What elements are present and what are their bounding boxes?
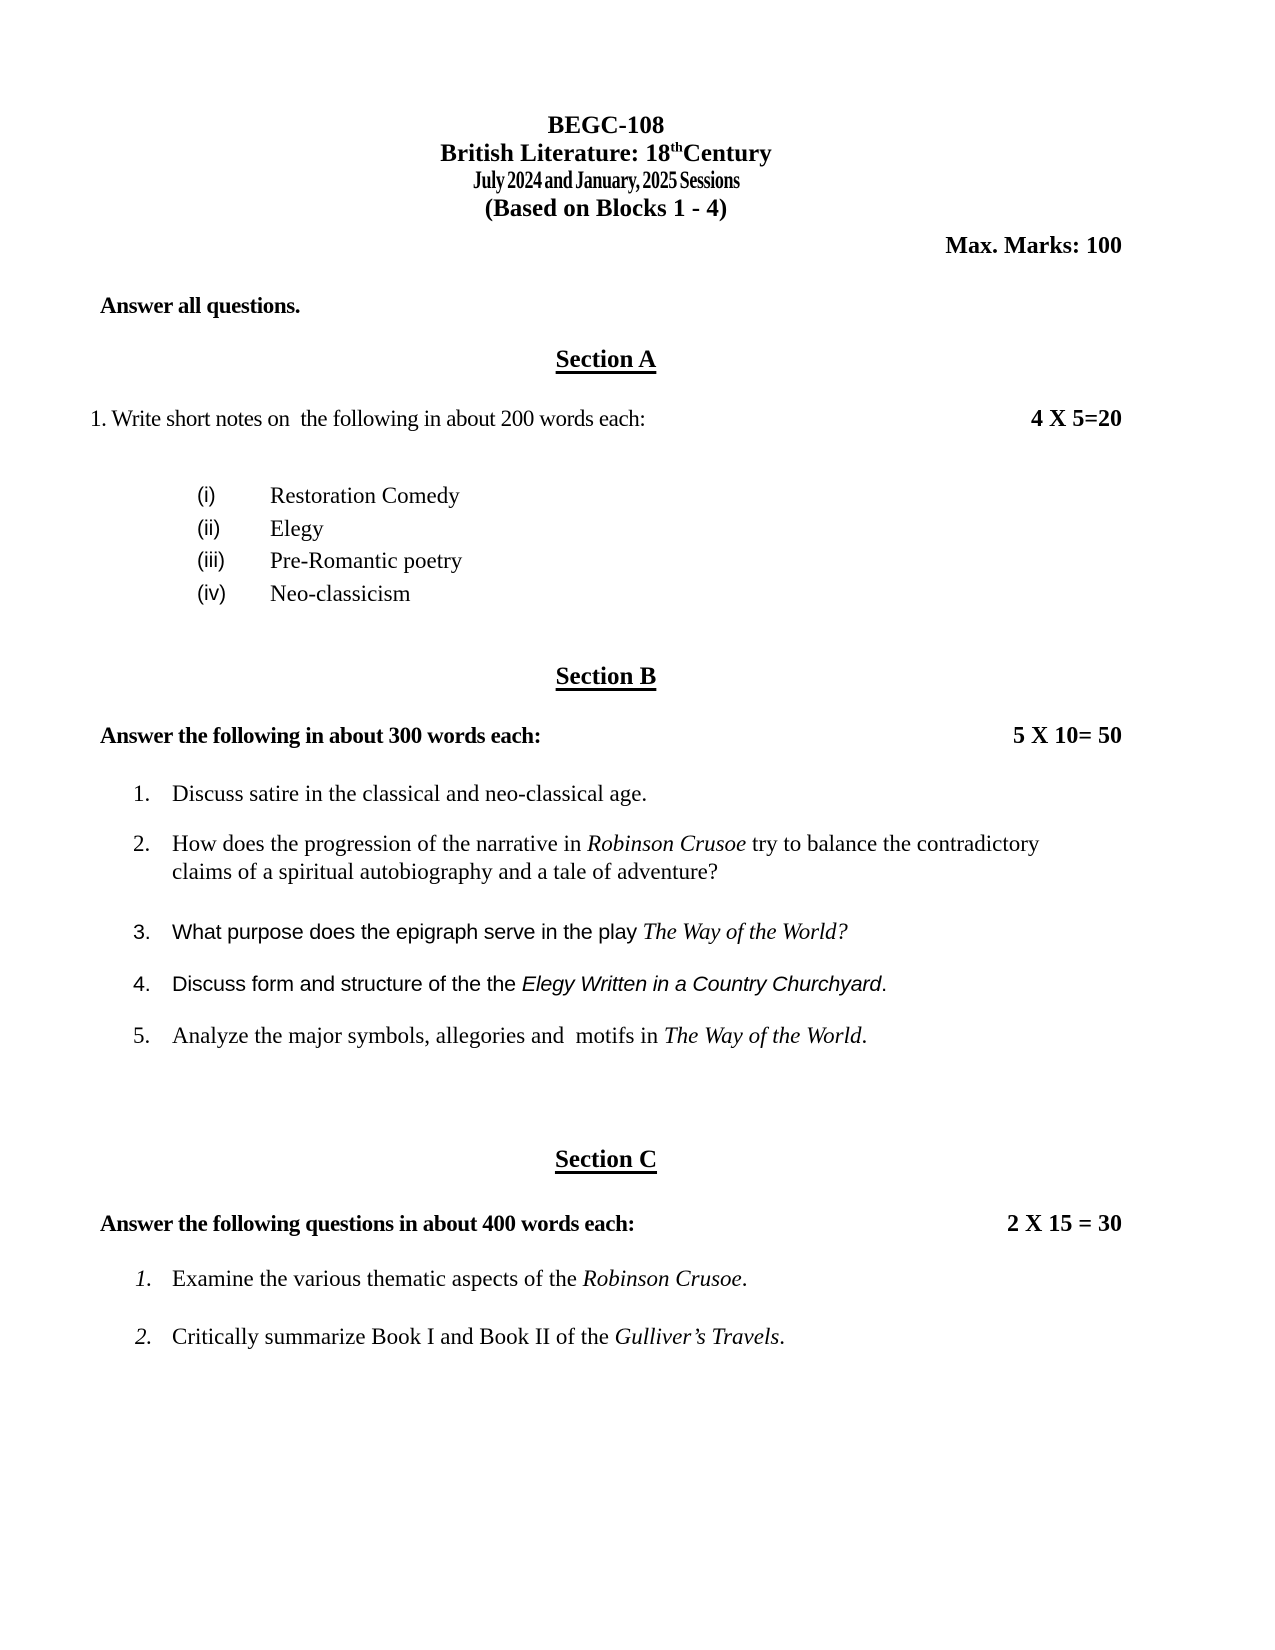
work-title: Robinson Crusoe [587, 831, 747, 856]
item-text-pre: Discuss form and structure of the the [172, 972, 522, 996]
list-item-text [172, 918, 848, 946]
section-b-title [90, 662, 1122, 692]
work-title: Robinson Crusoe [582, 1266, 742, 1291]
item-text-post: . [881, 972, 887, 996]
blocks-note: (Based on Blocks 1 - 4) [484, 194, 728, 222]
section-a-marks: 4 X 5=20 [1030, 406, 1122, 432]
course-title-prefix: British Literature: 18 [440, 139, 671, 167]
section-c-question-row [90, 1210, 1122, 1238]
max-marks: Max. Marks: 100 [945, 233, 1122, 259]
course-title [90, 140, 1122, 168]
list-item-text [172, 780, 647, 808]
section-b-list [133, 780, 1122, 1050]
course-title-suffix: Century [682, 139, 772, 167]
section-c-list [135, 1265, 1122, 1351]
list-item-text: Restoration Comedy [270, 483, 460, 508]
section-b-title-text: Section B [555, 663, 657, 690]
section-a-title [90, 345, 1122, 375]
list-item-marker: 4. [133, 972, 151, 996]
item-text-pre: Critically summarize Book I and Book II of the [172, 1324, 615, 1349]
list-item [197, 513, 1122, 546]
section-b-question-row [90, 722, 1122, 750]
sessions-text: July 2024 and January, 2025 Sessions [472, 167, 740, 194]
list-item-marker: 3. [133, 920, 151, 944]
document-header [90, 0, 1122, 222]
section-a [90, 345, 1122, 610]
list-item-text [172, 1265, 748, 1293]
item-text-post: try to balance the contradictory claims of a spiritual autobiography and a tale of adventure? [172, 831, 1046, 884]
work-title: The Way of the World? [642, 919, 848, 944]
list-item-marker: 2. [133, 831, 151, 856]
item-text-post: . [741, 1266, 748, 1291]
work-title: Gulliver’s Travels [614, 1324, 780, 1349]
list-item-text: Elegy [270, 515, 324, 541]
list-item [133, 1022, 1122, 1050]
item-text-post: . [861, 1023, 868, 1048]
list-item [197, 480, 1122, 513]
section-b [90, 662, 1122, 1050]
section-c [90, 1145, 1122, 1351]
list-item-text: Neo-classicism [270, 580, 411, 606]
list-item-text [172, 1323, 785, 1351]
list-item-marker: (iii) [197, 549, 225, 572]
section-b-intro: Answer the following in about 300 words each: [100, 723, 541, 748]
sessions-row [90, 167, 1122, 195]
item-text-pre: What purpose does the epigraph serve in the play [172, 920, 643, 944]
item-text-pre: Analyze the major symbols, allegories and motifs in [172, 1023, 664, 1048]
list-item-text [172, 830, 1087, 886]
list-item-text [172, 970, 887, 998]
item-text-pre: How does the progression of the narrative in [172, 831, 588, 856]
course-title-superscript: th [670, 140, 683, 156]
instructions: Answer all questions. [100, 293, 301, 318]
item-text-pre: Discuss satire in the classical and neo-classical age. [172, 781, 648, 806]
section-a-title-text: Section A [555, 346, 657, 373]
exam-paper-page [90, 0, 1122, 1351]
section-c-intro: Answer the following questions in about 400 words each: [100, 1211, 635, 1236]
list-item [135, 1265, 1122, 1293]
section-c-title-text: Section C [554, 1146, 658, 1173]
section-b-marks: 5 X 10= 50 [1012, 723, 1122, 749]
list-item-marker: 1. [135, 1266, 153, 1291]
list-item-marker: (ii) [197, 516, 221, 540]
work-title: The Way of the World [663, 1023, 862, 1048]
list-item [135, 1323, 1122, 1351]
section-a-list [197, 480, 1122, 610]
list-item-marker: (iv) [197, 581, 227, 605]
list-item [133, 970, 1122, 998]
list-item [197, 545, 1122, 578]
list-item-marker: 5. [133, 1023, 151, 1048]
list-item-marker: 2. [135, 1324, 153, 1349]
work-title: Elegy Written in a Country Churchyard [521, 972, 882, 996]
list-item-text: Pre-Romantic poetry [270, 548, 463, 573]
section-a-intro: 1. Write short notes on the following in about 200 words each: [90, 406, 646, 431]
list-item-marker: (i) [197, 484, 216, 507]
section-c-marks: 2 X 15 = 30 [1006, 1211, 1122, 1237]
list-item-text [172, 1022, 867, 1050]
list-item [133, 780, 1122, 808]
item-text-pre: Examine the various thematic aspects of the [172, 1266, 583, 1291]
course-code: BEGC-108 [547, 112, 665, 139]
item-text-post: . [779, 1324, 786, 1349]
list-item [197, 578, 1122, 611]
section-a-question-row [90, 405, 1122, 433]
list-item-marker: 1. [133, 781, 151, 806]
section-c-title [90, 1145, 1122, 1175]
list-item [133, 918, 1122, 946]
list-item [133, 830, 1122, 886]
